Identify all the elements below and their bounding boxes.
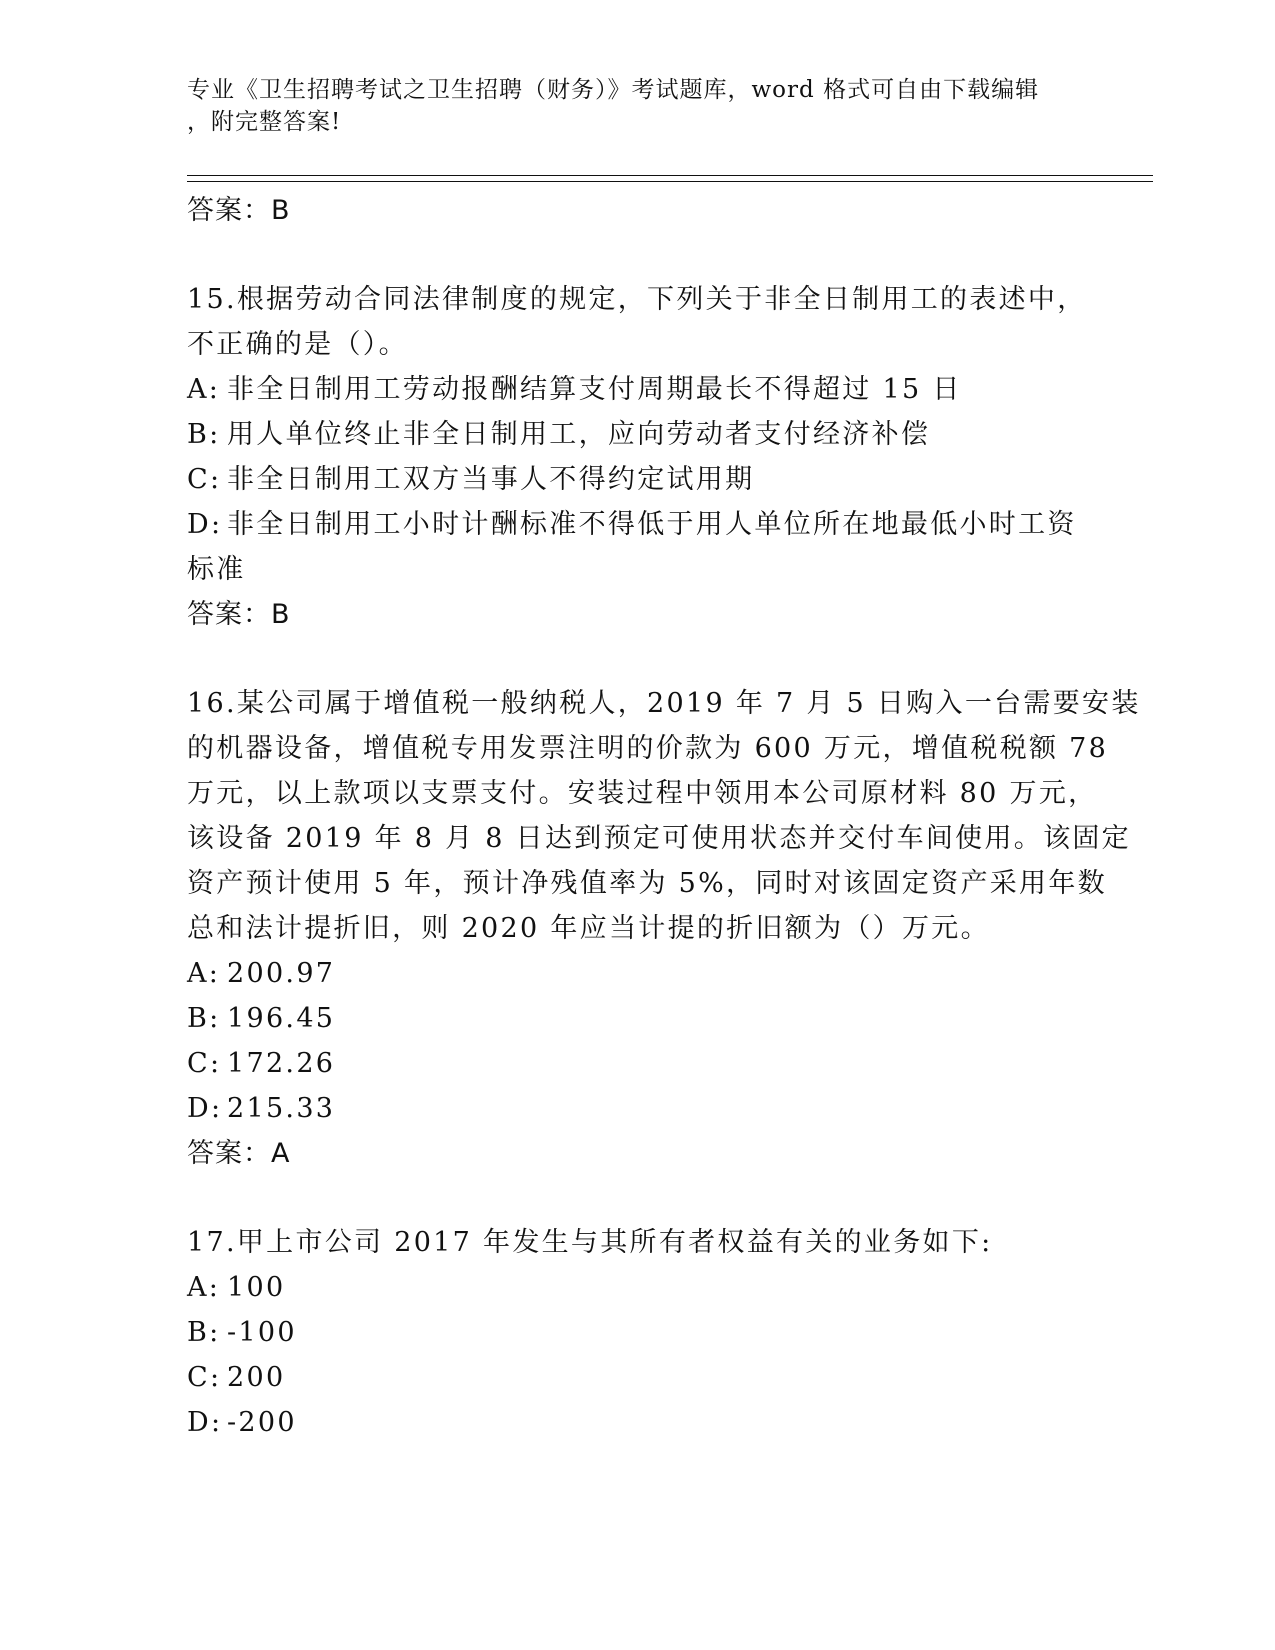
option-d [187,502,1087,547]
document-header [187,74,1077,138]
option-text: 非全日制用工劳动报酬结算支付周期最长不得超过 15 日 [227,374,962,405]
question-16 [187,681,1141,1176]
question-16-stem-3: 万元，以上款项以支票支付。安装过程中领用本公司原材料 80 万元， [187,778,1098,809]
header-rule-bottom [187,181,1153,182]
option-text: 非全日制用工双方当事人不得约定试用期 [227,464,755,495]
spacer [187,233,1087,277]
option-text: -100 [227,1317,297,1348]
option-text: 非全日制用工小时计酬标准不得低于用人单位所在地最低小时工资 [227,509,1077,540]
option-b [187,1310,1087,1355]
header-line-2: ，附完整答案! [187,109,342,135]
option-key: D: [187,1093,223,1124]
option-key: D: [187,509,223,540]
option-c [187,1041,1087,1086]
spacer [187,1176,1087,1220]
option-text: 215.33 [227,1093,336,1124]
question-15 [187,277,1087,637]
option-key: D: [187,1407,223,1438]
option-key: C: [187,464,222,495]
option-key: A: [187,1272,221,1303]
question-16-answer: 答案：A [187,1138,291,1169]
question-15-stem-1: 15.根据劳动合同法律制度的规定，下列关于非全日制用工的表述中， [187,284,1087,315]
option-text: -200 [227,1407,297,1438]
option-b [187,996,1087,1041]
header-line-1: 专业《卫生招聘考试之卫生招聘（财务）》考试题库，word 格式可自由下载编辑 [187,77,1040,103]
question-16-stem-6: 总和法计提折旧，则 2020 年应当计提的折旧额为（）万元。 [187,913,990,944]
option-key: B: [187,419,221,450]
previous-answer: 答案：B [187,195,291,226]
option-text: 用人单位终止非全日制用工，应向劳动者支付经济补偿 [227,419,931,450]
option-c [187,1355,1087,1400]
spacer [187,637,1087,681]
question-list [187,188,1141,1445]
option-text: 200.97 [227,958,336,989]
option-text: 196.45 [227,1003,336,1034]
header-rule-top [187,175,1153,176]
question-17-stem-1: 17.甲上市公司 2017 年发生与其所有者权益有关的业务如下: [187,1227,993,1258]
option-key: B: [187,1317,221,1348]
option-text: 200 [227,1362,286,1393]
option-key: A: [187,958,221,989]
option-a [187,367,1087,412]
option-key: A: [187,374,221,405]
question-17 [187,1220,1087,1445]
question-16-stem-2: 的机器设备，增值税专用发票注明的价款为 600 万元，增值税税额 78 [187,733,1109,764]
option-a [187,1265,1087,1310]
option-text: 172.26 [227,1048,336,1079]
option-key: B: [187,1003,221,1034]
option-key: C: [187,1362,222,1393]
option-text: 100 [227,1272,286,1303]
option-b [187,412,1087,457]
question-16-stem-4: 该设备 2019 年 8 月 8 日达到预定可使用状态并交付车间使用。该固定 [187,823,1131,854]
question-16-stem-5: 资产预计使用 5 年，预计净残值率为 5%，同时对该固定资产采用年数 [187,868,1107,899]
question-16-stem-1: 16.某公司属于增值税一般纳税人，2019 年 7 月 5 日购入一台需要安装 [187,688,1141,719]
option-c [187,457,1087,502]
option-d [187,1400,1087,1445]
option-d [187,1086,1087,1131]
option-a [187,951,1087,996]
question-15-answer: 答案：B [187,599,291,630]
question-15-stem-2: 不正确的是（）。 [187,329,408,360]
option-key: C: [187,1048,222,1079]
option-d-continued: 标准 [187,554,246,585]
